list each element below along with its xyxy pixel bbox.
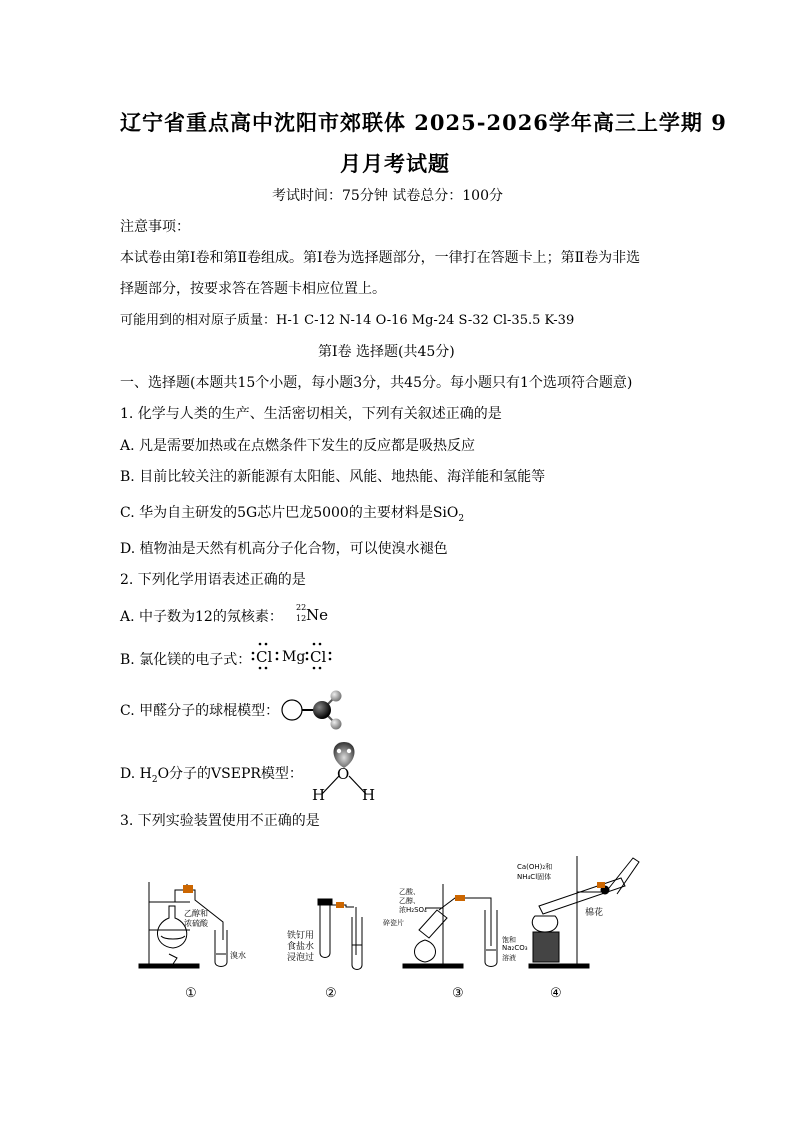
app1-label-2: 浓硫酸 — [184, 919, 208, 928]
q2-b-mg: Mg — [282, 649, 306, 665]
title-line-1: 辽宁省重点高中沈阳市郊联体 2025-2026学年高三上学期 9 — [120, 110, 727, 135]
app3-label-7: 溶液 — [502, 954, 516, 962]
q2-stem: 2. 下列化学用语表述正确的是 — [120, 572, 306, 588]
app3-label-3: 浓H₂SO₄ — [399, 906, 427, 914]
q1-option-c — [120, 503, 464, 529]
q2-a-mass-number: 22 — [296, 603, 307, 612]
q1-option-b: B. 目前比较关注的新能源有太阳能、风能、地热能、海洋能和氢能等 — [120, 469, 546, 485]
app4-label-1: Ca(OH)₂和 — [517, 863, 553, 871]
exam-info: 考试时间：75分钟 试卷总分：100分 — [272, 188, 503, 204]
formaldehyde-ball-stick-model — [280, 686, 350, 732]
section-1-instruction: 一、选择题(本题共15个小题，每小题3分，共45分。每小题只有1个选项符合题意) — [120, 375, 633, 391]
app2-label-3: 浸泡过 — [287, 953, 315, 963]
notice-heading: 注意事项： — [120, 219, 190, 235]
app4-label-3: 棉花 — [585, 908, 604, 918]
q2-b-cl-left: Cl — [256, 648, 273, 666]
q2-option-c: C. 甲醛分子的球棍模型： — [120, 703, 280, 719]
section-1-heading: 第Ⅰ卷 选择题(共45分) — [318, 344, 455, 360]
q1-stem: 1. 化学与人类的生产、生活密切相关，下列有关叙述正确的是 — [120, 406, 502, 422]
q2-d-oxygen: O — [337, 765, 350, 783]
q1-option-a: A. 凡是需要加热或在点燃条件下发生的反应都是吸热反应 — [120, 438, 476, 454]
app3-label-5: 饱和 — [502, 936, 516, 944]
apparatus-number-3: ③ — [452, 986, 464, 1001]
notice-line-1: 本试卷由第Ⅰ卷和第Ⅱ卷组成。第Ⅰ卷为选择题部分，一律打在答题卡上；第Ⅱ卷为非选 — [120, 250, 641, 266]
q1-option-d: D. 植物油是天然有机高分子化合物，可以使溴水褪色 — [120, 541, 448, 557]
atomic-masses: 可能用到的相对原子质量：H-1 C-12 N-14 O-16 Mg-24 S-32 Cl-35.5 K-39 — [120, 313, 575, 328]
app2-label-1: 铁钉用 — [287, 931, 315, 941]
q2-option-b: B. 氯化镁的电子式： — [120, 652, 252, 668]
app1-label-3: 溴水 — [230, 951, 246, 960]
q2-option-a: A. 中子数为12的氖核素： — [120, 609, 283, 625]
q2-a-atomic-number: 12 — [296, 614, 307, 623]
q1-option-c-subscript: 2 — [458, 513, 465, 524]
app3-label-2: 乙醇、 — [399, 897, 420, 905]
title-line-2: 月月考试题 — [340, 151, 450, 176]
apparatus-number-4: ④ — [550, 986, 562, 1001]
q1-option-c-text: C. 华为自主研发的5G芯片巴龙5000的主要材料是SiO — [120, 505, 459, 521]
q2-d-hydrogen-right: H — [362, 786, 376, 804]
q2-b-cl-right: Cl — [310, 648, 327, 666]
electron-dots — [248, 640, 338, 672]
q2-d-subscript: 2 — [151, 774, 158, 785]
apparatus-number-2: ② — [325, 986, 337, 1001]
q2-a-symbol: Ne — [306, 606, 329, 624]
notice-line-2: 择题部分，按要求答在答题卡相应位置上。 — [120, 281, 386, 297]
q2-d-h: D. H — [120, 766, 152, 782]
q2-d-text: O分子的VSEPR模型： — [157, 766, 303, 782]
apparatus-number-1: ① — [185, 986, 197, 1001]
q2-option-d — [120, 764, 303, 790]
q2-d-hydrogen-left: H — [312, 786, 326, 804]
apparatus-2 — [310, 895, 370, 970]
q3-stem: 3. 下列实验装置使用不正确的是 — [120, 813, 320, 829]
app2-label-2: 食盐水 — [287, 942, 315, 952]
app4-label-2: NH₄Cl固体 — [517, 873, 552, 881]
app3-label-6: Na₂CO₃ — [502, 944, 528, 952]
app1-label-1: 乙醇和 — [184, 909, 208, 918]
app3-label-1: 乙酸、 — [399, 888, 420, 896]
app3-label-4: 碎瓷片 — [383, 919, 404, 927]
